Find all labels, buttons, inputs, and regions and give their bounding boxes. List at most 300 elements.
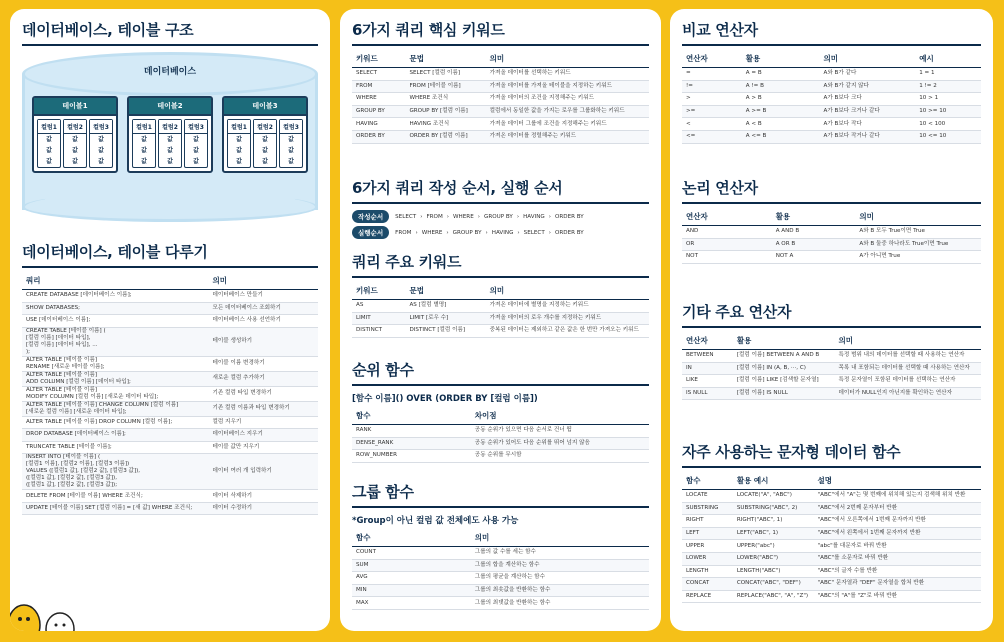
table-row: [682, 118, 981, 131]
table-row: [352, 437, 649, 450]
table-cell: LEFT: [682, 527, 733, 540]
section-title-group-functions: 그룹 함수: [352, 481, 649, 508]
table-cell: 중복된 데이터는 제외하고 같은 값은 한 번만 가져오는 키워드: [486, 325, 649, 338]
table-row: [22, 441, 318, 454]
table-cell: 가져올 데이터의 조건을 지정해주는 키워드: [486, 93, 649, 106]
rank-syntax: [함수 이름]() OVER (ORDER BY [컬럼 이름]): [352, 394, 538, 404]
table-row: [352, 130, 649, 143]
table-cell: 가져온 데이터를 정렬해주는 키워드: [486, 130, 649, 143]
table-row: [22, 502, 318, 515]
table-row: [682, 130, 981, 143]
db-column: [253, 119, 277, 168]
table-cell: ALTER TABLE [테이블 이름] CHANGE COLUMN [컬럼 이름] [새로운 컬럼 이름] [새로운 데이터 타입];: [22, 401, 208, 416]
column-header: 키워드: [352, 50, 405, 68]
table-cell: LOWER: [682, 552, 733, 565]
db-value: 값: [72, 147, 78, 154]
section-title-main-keywords: 쿼리 주요 키워드: [352, 251, 649, 278]
write-order-row: [352, 210, 649, 223]
column-header: 쿼리: [22, 272, 208, 290]
db-value: 값: [98, 136, 104, 143]
table-cell: FROM: [352, 80, 405, 93]
table-cell: LENGTH("ABC"): [733, 565, 814, 578]
table-cell: 그룹의 평균을 계산하는 함수: [471, 572, 649, 585]
column-header: 활용: [733, 332, 835, 350]
db-column: [89, 119, 113, 168]
table-cell: 가져올 데이터의 로우 개수를 지정하는 키워드: [486, 312, 649, 325]
db-value: 값: [46, 158, 52, 165]
logical-table: [682, 208, 981, 264]
table-row: [682, 80, 981, 93]
table-cell: SELECT: [352, 68, 405, 81]
table-cell: LIKE: [682, 375, 733, 388]
section-title-query-order: 6가지 쿼리 작성 순서, 실행 순서: [352, 177, 649, 204]
table-cell: A < B: [742, 118, 820, 131]
db-column-name: 컬럼2: [64, 120, 86, 134]
table-cell: 10 >= 10: [915, 105, 981, 118]
table-cell: WHERE: [352, 93, 405, 106]
table-cell: IN: [682, 362, 733, 375]
table-cell: DELETE FROM [테이블 이름] WHERE 조건식;: [22, 490, 208, 503]
db-value: 값: [288, 136, 294, 143]
table-cell: WHERE 조건식: [405, 93, 485, 106]
table-cell: UPPER("abc"): [733, 540, 814, 553]
table-cell: CONCAT: [682, 578, 733, 591]
table-cell: [컬럼 이름] LIKE [검색할 문자열]: [733, 375, 835, 388]
table-row: [22, 327, 318, 356]
db-column-name: 컬럼1: [228, 120, 250, 134]
column-header: 활용: [772, 208, 856, 226]
column-header: 의미: [471, 529, 649, 547]
comparison-table: [682, 50, 981, 144]
db-column-name: 컬럼1: [133, 120, 155, 134]
table-cell: >=: [682, 105, 742, 118]
db-value: 값: [193, 158, 199, 165]
db-value: 값: [236, 147, 242, 154]
database-label: 데이터베이스: [143, 67, 197, 77]
table-cell: 그룹의 최솟값을 반환하는 함수: [471, 584, 649, 597]
table-cell: A > B: [742, 93, 820, 106]
table-cell: SUBSTRING: [682, 502, 733, 515]
table-cell: AND: [682, 226, 772, 239]
order-step: FROM: [395, 229, 412, 236]
table-cell: 가져올 데이터를 선택하는 키워드: [486, 68, 649, 81]
column-header: 활용: [742, 50, 820, 68]
table-cell: INSERT INTO [테이블 이름] ( [컬럼1 이름], [컬럼2 이름], [컬럼3 이름]) VALUES ([컬럼1 값], [컬럼2 값], [컬럼3 값]), ([컬럼1 값], [컬럼2 값], [컬럼3 값]), ([컬럼1 값], [컬럼2 값], [컬럼3 값]);: [22, 454, 208, 490]
table-cell: "ABC"의 글자 수를 반환: [814, 565, 981, 578]
column-header: 의미: [855, 208, 981, 226]
section-title-db-handling: 데이터베이스, 테이블 다루기: [22, 241, 318, 268]
section-title-other-operators: 기타 주요 연산자: [682, 301, 981, 328]
table-cell: GROUP BY: [352, 105, 405, 118]
table-cell: [컬럼 이름] IN (A, B, ···, C): [733, 362, 835, 375]
table-cell: 그룹의 최댓값을 반환하는 함수: [471, 597, 649, 610]
db-column-name: 컬럼1: [38, 120, 60, 134]
table-row: [682, 578, 981, 591]
table-cell: 기존 컬럼 타입 변경하기: [208, 386, 318, 401]
mascot-illustration: [10, 581, 80, 631]
write-order-badge: 작성순서: [352, 210, 389, 223]
other-operators-table: [682, 332, 981, 400]
db-column-name: 컬럼3: [90, 120, 112, 134]
table-cell: A가 B보다 작다: [820, 118, 916, 131]
table-cell: AS [컬럼 별명]: [405, 300, 485, 313]
table-cell: <=: [682, 130, 742, 143]
table-cell: A <= B: [742, 130, 820, 143]
table-cell: 1 != 2: [915, 80, 981, 93]
table-cell: UPPER: [682, 540, 733, 553]
table-row: [682, 238, 981, 251]
column-header: 활용 예시: [733, 472, 814, 490]
table-cell: <: [682, 118, 742, 131]
table-cell: RIGHT("ABC", 1): [733, 515, 814, 528]
table-cell: ORDER BY [컬럼 이름]: [405, 130, 485, 143]
table-cell: A != B: [742, 80, 820, 93]
db-value: 값: [46, 147, 52, 154]
table-cell: 데이터베이스 지우기: [208, 429, 318, 442]
table-cell: [컬럼 이름] BETWEEN A AND B: [733, 350, 835, 363]
order-step: SELECT: [523, 229, 545, 236]
table-cell: 새로운 컬럼 추가하기: [208, 371, 318, 386]
db-value: 값: [46, 136, 52, 143]
table-cell: ALTER TABLE [테이블 이름] DROP COLUMN [컬럼 이름];: [22, 416, 208, 429]
section-title-string-functions: 자주 사용하는 문자형 데이터 함수: [682, 441, 981, 468]
table-row: [22, 429, 318, 442]
table-row: [352, 559, 649, 572]
column-header: 의미: [486, 282, 649, 300]
column-header: 함수: [352, 407, 471, 425]
table-cell: [컬럼 이름] IS NULL: [733, 387, 835, 400]
column-header: 연산자: [682, 332, 733, 350]
table-cell: LENGTH: [682, 565, 733, 578]
table-cell: 가져올 데이터를 가져올 테이블을 지정하는 키워드: [486, 80, 649, 93]
table-cell: 10 < 100: [915, 118, 981, 131]
group-functions-table: [352, 529, 649, 610]
table-cell: >: [682, 93, 742, 106]
arrow-icon: ›: [548, 213, 551, 220]
table-cell: "ABC" 문자열과 "DEF" 문자열을 합쳐 반환: [814, 578, 981, 591]
table-row: [682, 565, 981, 578]
table-cell: 컬럼 지우기: [208, 416, 318, 429]
table-row: [22, 356, 318, 371]
table-cell: CREATE DATABASE [데이터베이스 이름];: [22, 290, 208, 303]
db-value: 값: [141, 136, 147, 143]
table-cell: BETWEEN: [682, 350, 733, 363]
db-column: [37, 119, 61, 168]
table-cell: 데이터 삭제하기: [208, 490, 318, 503]
db-value: 값: [98, 147, 104, 154]
table-cell: 가져올 데이터 그룹에 조건을 지정해주는 키워드: [486, 118, 649, 131]
table-cell: A OR B: [772, 238, 856, 251]
order-step: FROM: [426, 213, 443, 220]
db-column-name: 컬럼2: [254, 120, 276, 134]
table-row: [352, 425, 649, 438]
column-header: 차이점: [471, 407, 649, 425]
table-cell: 목록 내 포함되는 데이터를 선택할 때 사용하는 연산자: [834, 362, 981, 375]
table-cell: ORDER BY: [352, 130, 405, 143]
column-header: 의미: [208, 272, 318, 290]
db-value: 값: [98, 158, 104, 165]
db-value: 값: [167, 158, 173, 165]
table-cell: A AND B: [772, 226, 856, 239]
exec-order-badge: 실행순서: [352, 226, 389, 239]
table-row: [682, 350, 981, 363]
table-row: [682, 502, 981, 515]
section-title-db-structure: 데이터베이스, 테이블 구조: [22, 19, 318, 46]
table-cell: HAVING 조건식: [405, 118, 485, 131]
arrow-icon: ›: [446, 229, 449, 236]
db-column: [132, 119, 156, 168]
table-cell: 모든 데이터베이스 조회하기: [208, 302, 318, 315]
table-cell: "ABC"에서 오른쪽에서 1번째 문자까지 반환: [814, 515, 981, 528]
db-column-name: 컬럼3: [280, 120, 302, 134]
table-row: [682, 490, 981, 503]
table-cell: LIMIT [로우 수]: [405, 312, 485, 325]
table-row: [352, 312, 649, 325]
table-row: [352, 584, 649, 597]
table-row: [682, 527, 981, 540]
table-cell: LOWER("ABC"): [733, 552, 814, 565]
table-cell: LIMIT: [352, 312, 405, 325]
table-row: [352, 105, 649, 118]
db-column: [184, 119, 208, 168]
arrow-icon: ›: [477, 213, 480, 220]
section-title-core-keywords: 6가지 쿼리 핵심 키워드: [352, 19, 649, 46]
table-row: [682, 552, 981, 565]
db-table: [32, 96, 118, 173]
section-title-comparison: 비교 연산자: [682, 19, 981, 46]
column-header: 의미: [820, 50, 916, 68]
order-step: ORDER BY: [554, 213, 584, 220]
table-cell: 그룹의 합을 계산하는 함수: [471, 559, 649, 572]
panel-operators: [670, 9, 993, 631]
column-header: 함수: [352, 529, 471, 547]
db-value: 값: [236, 136, 242, 143]
column-header: 연산자: [682, 50, 742, 68]
db-value: 값: [72, 158, 78, 165]
db-value: 값: [193, 147, 199, 154]
table-cell: "abc"를 대문자로 바꿔 반환: [814, 540, 981, 553]
table-row: [22, 454, 318, 490]
table-row: [352, 547, 649, 560]
db-value: 값: [141, 147, 147, 154]
db-value: 값: [262, 136, 268, 143]
column-header: 설명: [814, 472, 981, 490]
main-keywords-table: [352, 282, 649, 338]
table-row: [22, 490, 318, 503]
table-row: [22, 315, 318, 328]
db-table-name: 테이블3: [224, 98, 306, 116]
table-row: [22, 290, 318, 303]
core-keywords-table: [352, 50, 649, 144]
table-cell: HAVING: [352, 118, 405, 131]
table-row: [352, 68, 649, 81]
table-cell: 10 > 1: [915, 93, 981, 106]
order-step: ORDER BY: [554, 229, 584, 236]
table-cell: 공동 순위를 무시함: [471, 450, 649, 463]
table-cell: !=: [682, 80, 742, 93]
db-value: 값: [236, 158, 242, 165]
table-cell: A가 B보다 크다: [820, 93, 916, 106]
table-cell: IS NULL: [682, 387, 733, 400]
table-cell: 특정 범위 내의 데이터를 선택할 때 사용하는 연산자: [834, 350, 981, 363]
table-cell: 컬럼에서 동일한 값을 가지는 로우를 그룹화하는 키워드: [486, 105, 649, 118]
column-header: 함수: [682, 472, 733, 490]
table-row: [22, 401, 318, 416]
table-cell: RIGHT: [682, 515, 733, 528]
table-row: [352, 93, 649, 106]
db-column: [227, 119, 251, 168]
table-cell: 공동 순위가 있어도 다음 순위를 뛰어 넘지 않음: [471, 437, 649, 450]
db-table-name: 테이블1: [34, 98, 116, 116]
exec-order-row: [352, 226, 649, 239]
panel-database-tables: [10, 9, 330, 631]
database-diagram: [22, 52, 318, 222]
table-cell: ALTER TABLE [테이블 이름] MODIFY COLUMN [컬럼 이름] [새로운 데이터 타입];: [22, 386, 208, 401]
table-cell: "ABC"의 "A"를 "Z"로 바꿔 반환: [814, 590, 981, 603]
db-table: [127, 96, 213, 173]
table-cell: MAX: [352, 597, 471, 610]
table-cell: RANK: [352, 425, 471, 438]
db-query-table: [22, 272, 318, 515]
table-cell: USE [데이터베이스 이름];: [22, 315, 208, 328]
order-step: WHERE: [453, 213, 474, 220]
db-value: 값: [288, 158, 294, 165]
table-cell: ROW_NUMBER: [352, 450, 471, 463]
table-row: [352, 597, 649, 610]
db-value: 값: [288, 147, 294, 154]
table-cell: SHOW DATABASES;: [22, 302, 208, 315]
db-table: [222, 96, 308, 173]
table-cell: "ABC"에서 왼쪽에서 1번째 문자까지 반환: [814, 527, 981, 540]
db-value: 값: [262, 147, 268, 154]
arrow-icon: ›: [516, 213, 520, 220]
arrow-icon: ›: [446, 213, 450, 220]
db-value: 값: [262, 158, 268, 165]
table-cell: 공동 순위가 있으면 다음 순서로 건너 뜀: [471, 425, 649, 438]
table-cell: ALTER TABLE [테이블 이름] RENAME [새로운 테이블 이름];: [22, 356, 208, 371]
table-row: [22, 371, 318, 386]
table-cell: COUNT: [352, 547, 471, 560]
order-step: HAVING: [523, 213, 545, 220]
section-title-rank-functions: 순위 함수: [352, 359, 649, 386]
table-cell: A가 B보다 크거나 같다: [820, 105, 916, 118]
table-cell: NOT A: [772, 251, 856, 264]
table-cell: TRUNCATE TABLE [테이블 이름];: [22, 441, 208, 454]
table-row: [682, 226, 981, 239]
section-title-logical: 논리 연산자: [682, 177, 981, 204]
arrow-icon: ›: [548, 229, 551, 236]
table-cell: "ABC"에서 "A"는 몇 번째에 위치해 있는지 검색해 위치 반환: [814, 490, 981, 503]
table-cell: MIN: [352, 584, 471, 597]
db-column: [158, 119, 182, 168]
table-cell: DISTINCT [컬럼 이름]: [405, 325, 485, 338]
column-header: 연산자: [682, 208, 772, 226]
table-cell: A와 B 모두 True이면 True: [855, 226, 981, 239]
table-cell: "ABC"를 소문자로 바꿔 반환: [814, 552, 981, 565]
order-step: HAVING: [491, 229, 514, 236]
db-value: 값: [167, 147, 173, 154]
db-value: 값: [167, 136, 173, 143]
table-row: [682, 590, 981, 603]
table-row: [682, 68, 981, 81]
table-row: [352, 450, 649, 463]
table-cell: A >= B: [742, 105, 820, 118]
db-column-name: 컬럼3: [185, 120, 207, 134]
db-column-name: 컬럼2: [159, 120, 181, 134]
table-cell: A = B: [742, 68, 820, 81]
table-row: [682, 387, 981, 400]
table-cell: DROP DATABASE [데이터베이스 이름];: [22, 429, 208, 442]
table-cell: 특정 문자열이 포함된 데이터를 선택하는 연산자: [834, 375, 981, 388]
table-cell: A가 B보다 작거나 같다: [820, 130, 916, 143]
column-header: 키워드: [352, 282, 405, 300]
table-cell: SUM: [352, 559, 471, 572]
table-cell: A와 B가 같다: [820, 68, 916, 81]
table-cell: 데이터 여러 개 입력하기: [208, 454, 318, 490]
order-step: GROUP BY: [483, 213, 513, 220]
table-row: [682, 105, 981, 118]
table-cell: UPDATE [테이블 이름] SET [컬럼 이름] = [새 값] WHERE 조건식;: [22, 502, 208, 515]
table-cell: LEFT("ABC", 1): [733, 527, 814, 540]
string-functions-table: [682, 472, 981, 603]
table-cell: ALTER TABLE [테이블 이름] ADD COLUMN [컬럼 이름] [데이터 타입];: [22, 371, 208, 386]
db-column: [279, 119, 303, 168]
table-cell: 10 <= 10: [915, 130, 981, 143]
table-row: [682, 93, 981, 106]
panel-queries: [340, 9, 661, 631]
table-cell: 그룹의 값 수를 세는 함수: [471, 547, 649, 560]
table-row: [682, 515, 981, 528]
table-row: [352, 118, 649, 131]
order-step: GROUP BY: [452, 229, 482, 236]
table-cell: CREATE TABLE [테이블 이름] ( [컬럼 이름] [데이터 타입], [컬럼 이름] [데이터 타입], ... );: [22, 327, 208, 356]
table-row: [22, 416, 318, 429]
table-row: [682, 362, 981, 375]
table-cell: 1 = 1: [915, 68, 981, 81]
table-cell: OR: [682, 238, 772, 251]
table-cell: 데이터베이스 사용 선언하기: [208, 315, 318, 328]
table-cell: 가져온 데이터에 별명을 지정하는 키워드: [486, 300, 649, 313]
table-cell: A가 아니면 True: [855, 251, 981, 264]
arrow-icon: ›: [517, 229, 520, 236]
table-cell: NOT: [682, 251, 772, 264]
table-cell: 기존 컬럼 이름과 타입 변경하기: [208, 401, 318, 416]
table-row: [682, 540, 981, 553]
table-row: [352, 572, 649, 585]
table-row: [22, 302, 318, 315]
table-cell: AVG: [352, 572, 471, 585]
table-cell: "ABC"에서 2번째 문자부터 반환: [814, 502, 981, 515]
table-cell: A와 B가 같지 않다: [820, 80, 916, 93]
table-cell: A와 B 둘중 하나라도 True이면 True: [855, 238, 981, 251]
table-row: [682, 375, 981, 388]
column-header: 예시: [915, 50, 981, 68]
table-cell: REPLACE: [682, 590, 733, 603]
table-cell: REPLACE("ABC", "A", "Z"): [733, 590, 814, 603]
table-cell: FROM [테이블 이름]: [405, 80, 485, 93]
order-step: WHERE: [421, 229, 443, 236]
arrow-icon: ›: [415, 229, 418, 236]
table-cell: 데이터가 NULL인지 아닌지를 확인하는 연산자: [834, 387, 981, 400]
table-row: [22, 386, 318, 401]
table-row: [352, 80, 649, 93]
arrow-icon: ›: [420, 213, 423, 220]
table-cell: LOCATE: [682, 490, 733, 503]
db-value: 값: [72, 136, 78, 143]
rank-functions-table: [352, 407, 649, 463]
table-cell: 테이블 값만 지우기: [208, 441, 318, 454]
table-cell: CONCAT("ABC", "DEF"): [733, 578, 814, 591]
